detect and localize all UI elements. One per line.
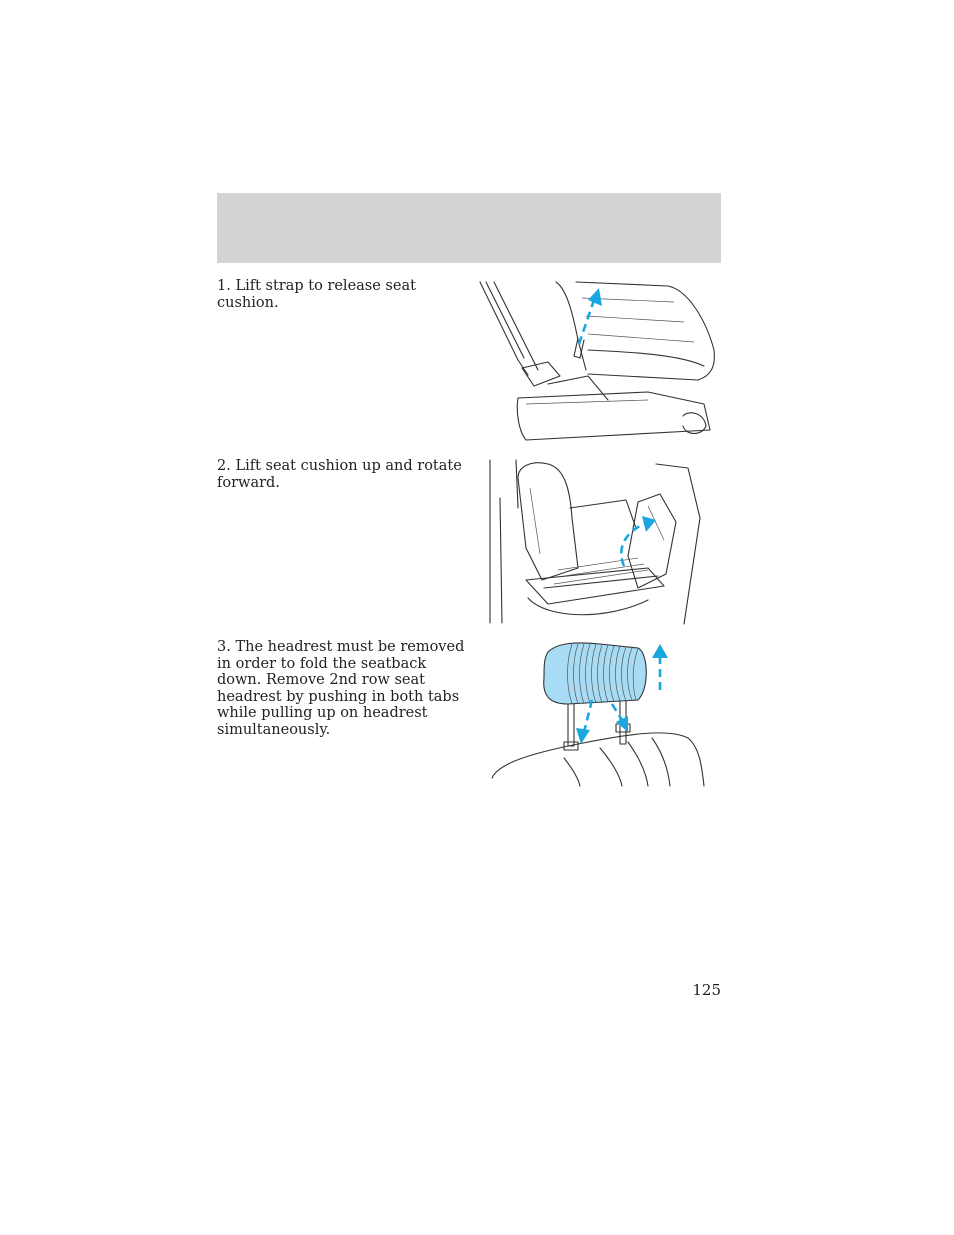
- headrest-removal-illustration: [488, 638, 718, 788]
- step-2-text: 2. Lift seat cushion up and rotate forward.: [217, 458, 462, 491]
- section-header-band: [217, 193, 721, 263]
- step-3-text: 3. The headrest must be removed in order to fold the seatback down. Remove 2nd row seat headrest by pushing in both tabs while pulling up on headrest simultaneously.: [217, 639, 465, 738]
- seat-strap-illustration: [478, 280, 718, 442]
- seat-cushion-rotate-illustration: [488, 458, 718, 628]
- step-1-text: 1. Lift strap to release seat cushion.: [217, 278, 416, 311]
- page-number: 125: [692, 981, 721, 999]
